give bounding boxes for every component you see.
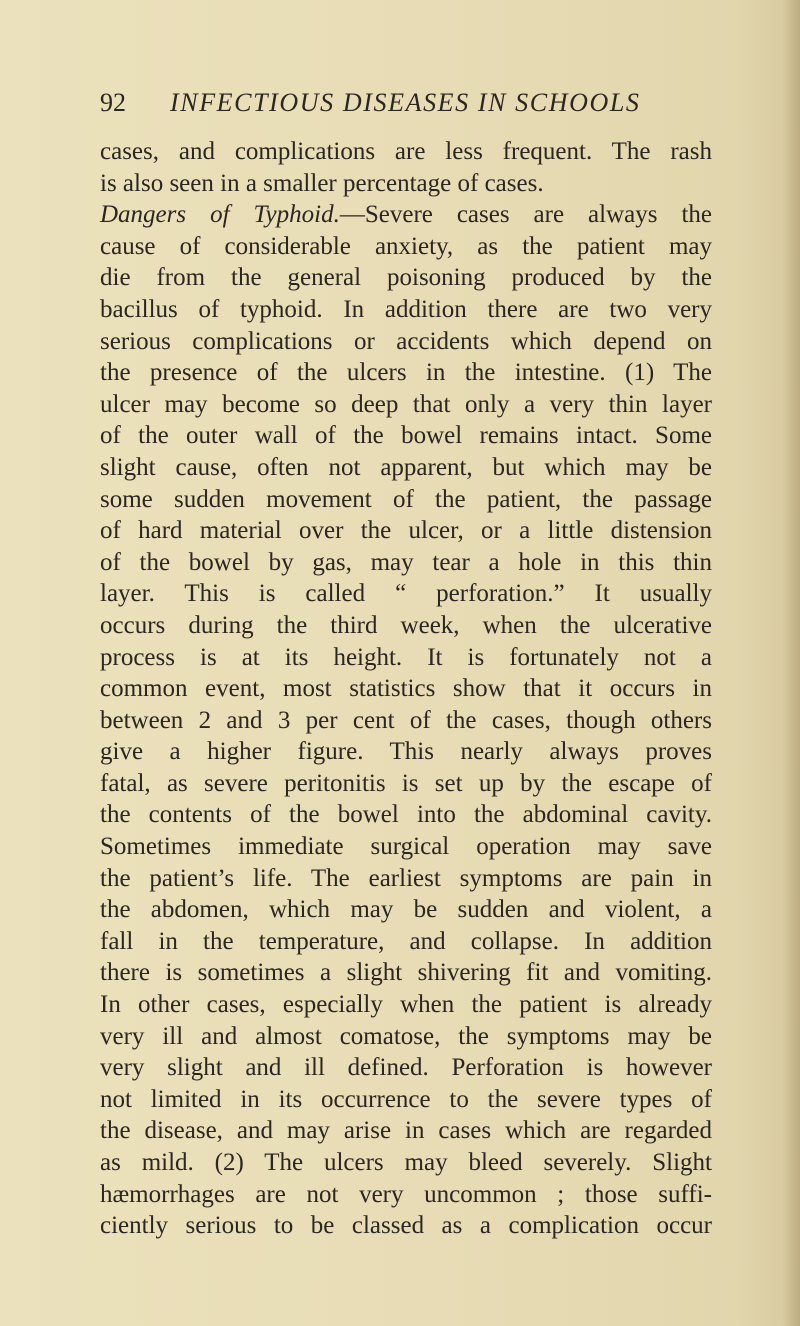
- text-line: In other cases, especially when the patient is already: [100, 991, 712, 1019]
- text-line: as mild. (2) The ulcers may bleed severely. Slight: [100, 1149, 712, 1176]
- text-line: die from the general poisoning produced by the: [100, 264, 712, 292]
- text-line: common event, most statistics show that it occurs in: [100, 675, 712, 703]
- text-line: the patient’s life. The earliest symptoms are pain in: [100, 864, 712, 892]
- page-edge-shadow: [782, 0, 800, 1326]
- page-number: 92: [100, 88, 126, 117]
- text-line: fatal, as severe peritonitis is set up by the escape of: [100, 769, 712, 797]
- text-line: not limited in its occurrence to the severe types of: [100, 1085, 712, 1113]
- text-line: occurs during the third week, when the ulcerative: [100, 611, 712, 639]
- text-line: process is at its height. It is fortunately not a: [100, 643, 712, 671]
- text-line: fall in the temperature, and collapse. In addition: [100, 927, 712, 955]
- page-header: [100, 86, 660, 120]
- text-line: cause of considerable anxiety, as the patient may: [100, 232, 712, 260]
- text-line: of hard material over the ulcer, or a little distension: [100, 517, 712, 545]
- text-line: ciently serious to be classed as a complication occur: [100, 1212, 712, 1240]
- text-line: serious complications or accidents which depend on: [100, 327, 712, 355]
- text-line: is also seen in a smaller percentage of cases.: [100, 169, 544, 197]
- text-line: hæmorrhages are not very uncommon ; those suffi-: [100, 1180, 712, 1208]
- text-line: cases, and complications are less frequent. The rash: [100, 138, 712, 165]
- text-line: of the bowel by gas, may tear a hole in this thin: [100, 548, 712, 576]
- text-line: layer. This is called “ perforation.” It usually: [100, 580, 712, 608]
- text-line: the presence of the ulcers in the intestine. (1) The: [100, 359, 712, 387]
- text-line: ulcer may become so deep that only a very thin layer: [100, 390, 712, 418]
- body-text: [100, 136, 712, 1242]
- text-line: Sometimes immediate surgical operation may save: [100, 833, 712, 861]
- text-line: the disease, and may arise in cases which are regarded: [100, 1117, 712, 1145]
- section-heading-rest: —Severe cases are always the: [339, 201, 712, 229]
- text-line: very slight and ill defined. Perforation is however: [100, 1054, 712, 1082]
- running-title: INFECTIOUS DISEASES IN SCHOOLS: [170, 88, 641, 117]
- text-line: of the outer wall of the bowel remains intact. Some: [100, 422, 712, 450]
- text-line: the abdomen, which may be sudden and violent, a: [100, 896, 712, 924]
- text-line: some sudden movement of the patient, the passage: [100, 485, 712, 513]
- text-line: the contents of the bowel into the abdominal cavity.: [100, 801, 712, 829]
- text-line: very ill and almost comatose, the symptoms may be: [100, 1022, 712, 1050]
- text-line: slight cause, often not apparent, but which may be: [100, 453, 712, 481]
- text-line: bacillus of typhoid. In addition there are two very: [100, 295, 712, 323]
- section-heading: Dangers of Typhoid.: [100, 201, 340, 229]
- text-line: give a higher figure. This nearly always proves: [100, 738, 712, 766]
- text-line: [100, 199, 712, 231]
- text-line: there is sometimes a slight shivering fit and vomiting.: [100, 959, 712, 987]
- text-line: between 2 and 3 per cent of the cases, though others: [100, 706, 712, 734]
